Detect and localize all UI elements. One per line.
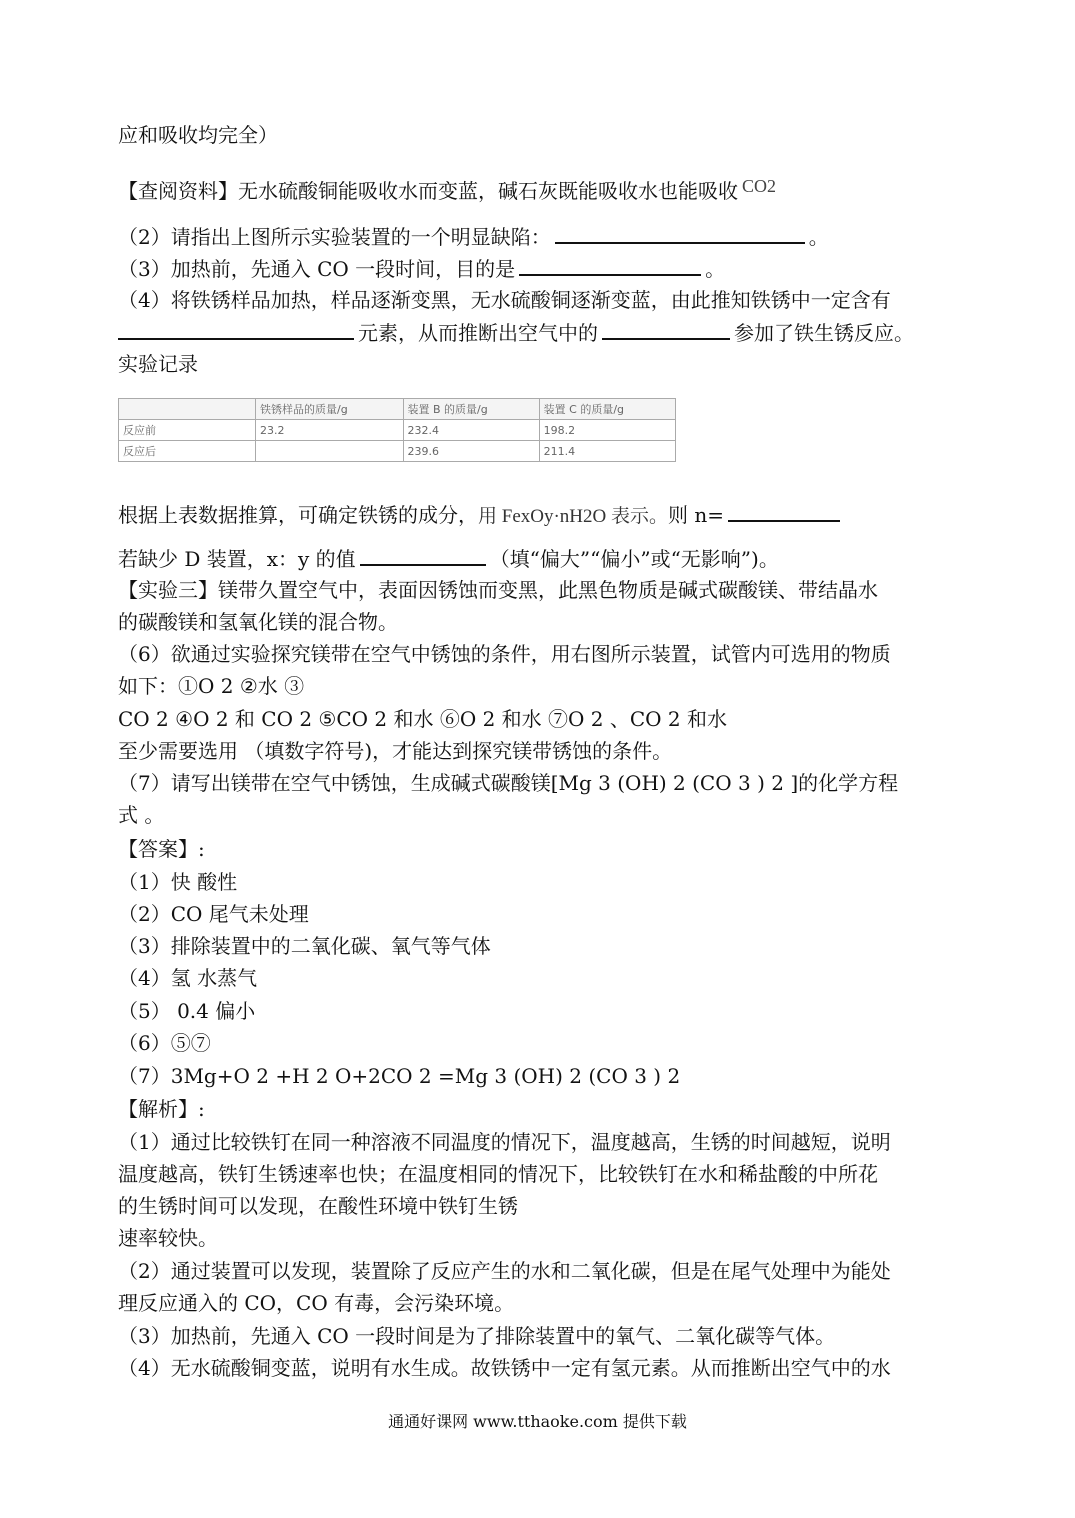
table-header: 装置 B 的质量/g [403, 399, 539, 420]
analysis-line: 理反应通入的 CO，CO 有毒，会污染环境。 [118, 1291, 515, 1315]
table-question: 根据上表数据推算，可确定铁锈的成分，用 FexOy·nH2O 表示。则 n= [118, 500, 844, 531]
table-cell: 反应后 [119, 441, 256, 462]
text-line: 应和吸收均完全） [118, 123, 278, 147]
question-4: （4）将铁锈样品加热，样品逐渐变黑，无水硫酸铜逐渐变蓝，由此推知铁锈中一定含有 [118, 288, 891, 312]
table-cell: 232.4 [403, 420, 539, 441]
analysis-line: （4）无水硫酸铜变蓝，说明有水生成。故铁锈中一定有氢元素。从而推断出空气中的水 [118, 1356, 891, 1380]
question-4-cont: 元素，从而推断出空气中的 参加了铁生锈反应。 [118, 318, 914, 347]
analysis-line: （1）通过比较铁钉在同一种溶液不同温度的情况下，温度越高，生锈的时间越短，说明 [118, 1130, 891, 1154]
answer-line: （3）排除装置中的二氧化碳、氧气等气体 [118, 934, 491, 958]
analysis-line: 速率较快。 [118, 1226, 218, 1250]
answer-blank[interactable] [555, 222, 805, 244]
analysis-line: （2）通过装置可以发现，装置除了反应产生的水和二氧化碳，但是在尾气处理中为能处 [118, 1259, 891, 1283]
table-header: 装置 C 的质量/g [539, 399, 675, 420]
answer-blank[interactable] [118, 318, 354, 340]
answer-line: （1）快 酸性 [118, 870, 238, 894]
text-line: 的碳酸镁和氢氧化镁的混合物。 [118, 610, 398, 634]
section-title: 实验记录 [118, 352, 198, 376]
answer-blank[interactable] [519, 254, 701, 276]
answer-line: （6）⑤⑦ [118, 1031, 211, 1055]
analysis-heading: 【解析】: [118, 1097, 205, 1121]
table-row [119, 420, 676, 441]
co2-formula: CO2 [742, 176, 777, 196]
answer-line: （4）氢 水蒸气 [118, 966, 258, 990]
answer-line: （7）3Mg+O 2 +H 2 O+2CO 2 =Mg 3 (OH) 2 (CO 3 ) 2 [118, 1064, 681, 1088]
table-cell: 23.2 [256, 420, 404, 441]
table-header [119, 399, 256, 420]
table-cell: 211.4 [539, 441, 675, 462]
text-line: 【实验三】镁带久置空气中，表面因锈蚀而变黑，此黑色物质是碱式碳酸镁、带结晶水 [118, 578, 878, 602]
rust-formula: 用 FexOy·nH2O 表示。 [478, 506, 668, 527]
answer-blank[interactable] [360, 544, 486, 566]
reference-line: 【查阅资料】无水硫酸铜能吸收水而变蓝，碱石灰既能吸收水也能吸收 CO2 [118, 176, 777, 203]
table-cell: 239.6 [403, 441, 539, 462]
experiment-record-table [118, 398, 676, 462]
text-line: 至少需要选用 （填数字符号)，才能达到探究镁带锈蚀的条件。 [118, 739, 673, 763]
text-line: CO 2 ④O 2 和 CO 2 ⑤CO 2 和水 ⑥O 2 和水 ⑦O 2 、CO 2 和水 [118, 707, 727, 731]
table-cell [256, 441, 404, 462]
question-2: （2）请指出上图所示实验装置的一个明显缺陷： 。 [118, 222, 829, 251]
answer-line: （5） 0.4 偏小 [118, 999, 256, 1023]
table-cell: 198.2 [539, 420, 675, 441]
analysis-line: 的生锈时间可以发现，在酸性环境中铁钉生锈 [118, 1194, 518, 1218]
table-header: 铁锈样品的质量/g [256, 399, 404, 420]
page-footer: 通通好课网 www.tthaoke.com 提供下载 [388, 1412, 687, 1431]
table-cell: 反应前 [119, 420, 256, 441]
answer-blank[interactable] [602, 318, 730, 340]
answer-line: （2）CO 尾气未处理 [118, 902, 309, 926]
question-3: （3）加热前，先通入 CO 一段时间，目的是 。 [118, 254, 725, 283]
text-line: 如下：①O 2 ②水 ③ [118, 674, 305, 698]
analysis-line: 温度越高，铁钉生锈速率也快；在温度相同的情况下，比较铁钉在水和稀盐酸的中所花 [118, 1162, 878, 1186]
answer-blank[interactable] [728, 500, 840, 522]
table-row [119, 441, 676, 462]
section-label: 【查阅资料】 [118, 179, 238, 203]
answer-heading: 【答案】: [118, 837, 205, 861]
table-header-row [119, 399, 676, 420]
text-line: （7）请写出镁带在空气中锈蚀，生成碱式碳酸镁[Mg 3 (OH) 2 (CO 3 ) 2 ]的化学方程 [118, 771, 899, 795]
text-line: （6）欲通过实验探究镁带在空气中锈蚀的条件，用右图所示装置，试管内可选用的物质 [118, 642, 891, 666]
text-line: 式 。 [118, 803, 165, 827]
analysis-line: （3）加热前，先通入 CO 一段时间是为了排除装置中的氧气、二氧化碳等气体。 [118, 1324, 836, 1348]
question-5: 若缺少 D 装置，x：y 的值 （填“偏大”“偏小”或“无影响”)。 [118, 544, 779, 573]
